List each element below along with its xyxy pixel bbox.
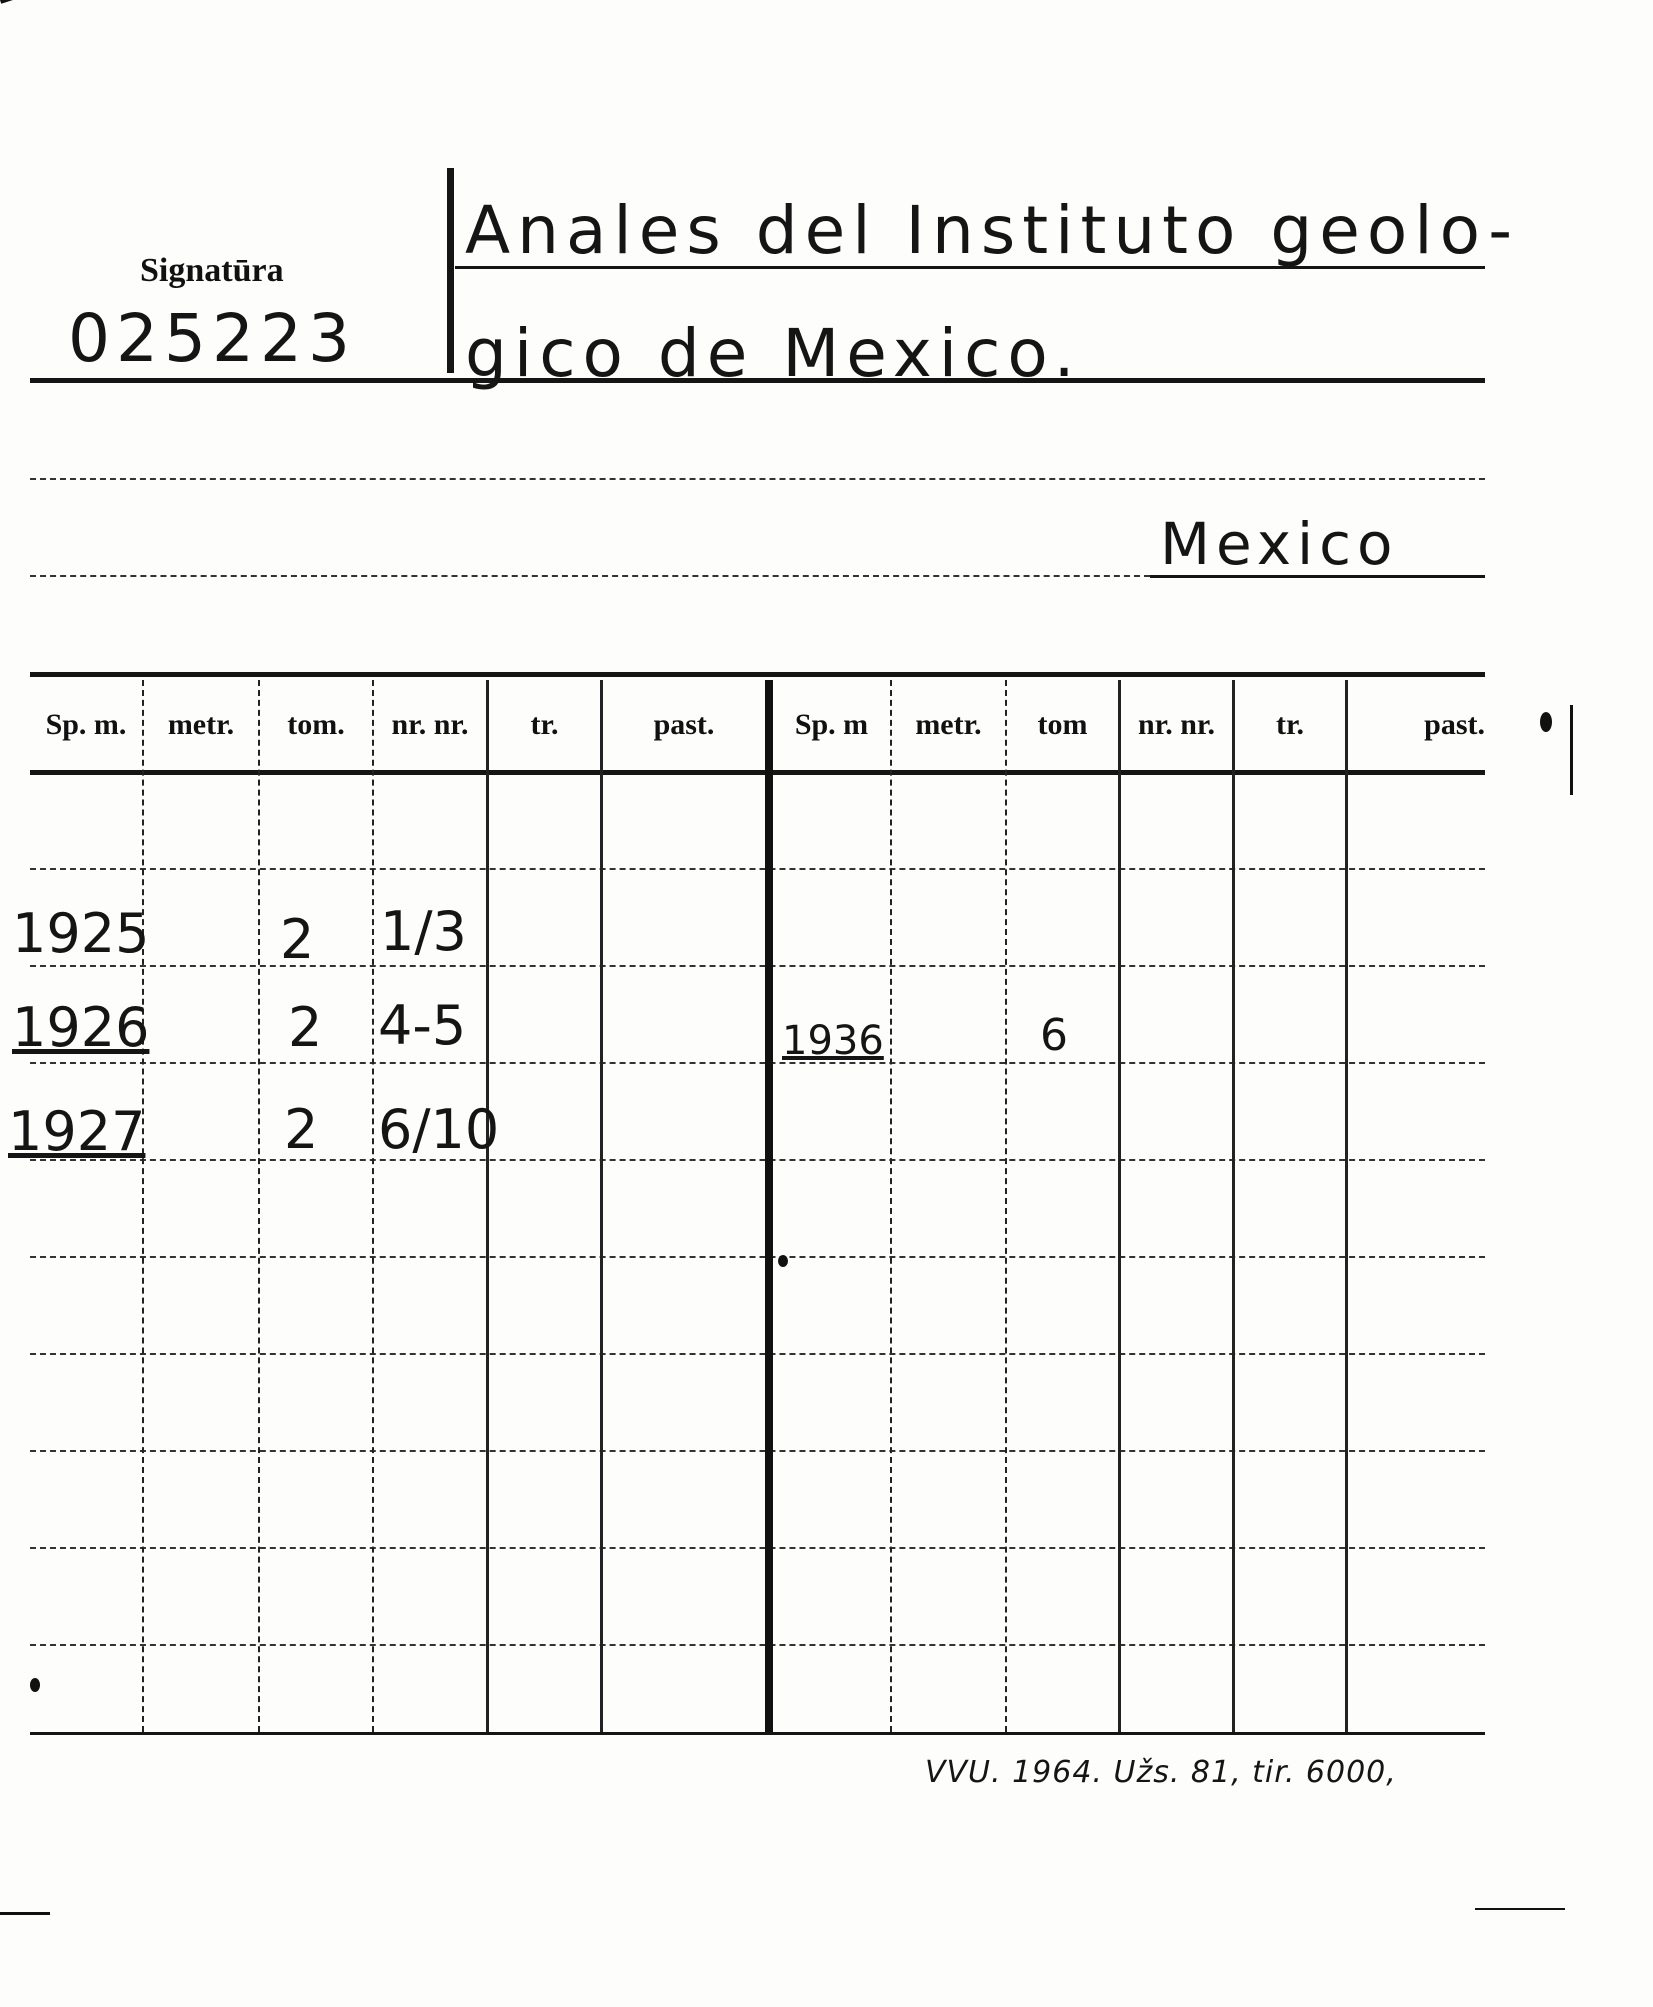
col-header-sp-m: Sp. m <box>794 708 869 741</box>
entry-nr: 6/10 <box>378 1098 500 1161</box>
entry-year: 1927 <box>8 1100 146 1163</box>
edge-mark <box>1570 705 1573 795</box>
row-line <box>30 1353 1485 1355</box>
row-line <box>30 868 1485 870</box>
title-line-2: gico de Mexico. <box>465 315 1082 392</box>
signature-number: 025223 <box>68 300 356 377</box>
col-header-tom: tom. <box>287 708 345 741</box>
entry-tom: 2 <box>284 1098 319 1161</box>
entry-nr: 4-5 <box>378 994 467 1057</box>
col-divider <box>372 680 374 1732</box>
col-header-past: past. <box>1424 708 1485 741</box>
col-header-metr: metr. <box>167 708 235 741</box>
title-bracket <box>447 168 454 373</box>
col-divider <box>1005 680 1007 1732</box>
col-header-metr: metr. <box>915 708 982 741</box>
ink-spot <box>1540 712 1552 732</box>
title-underline-1 <box>455 266 1485 269</box>
col-divider <box>142 680 144 1732</box>
col-header-past: past. <box>653 708 715 741</box>
col-divider <box>1232 680 1235 1732</box>
entry-tom: 2 <box>280 908 315 971</box>
printer-imprint: VVU. 1964. Užs. 81, tir. 6000, <box>925 1755 1397 1790</box>
row-line <box>30 1450 1485 1452</box>
title-line-1: Anales del Instituto geolo- <box>465 192 1520 269</box>
place-name: Mexico <box>1160 510 1399 578</box>
edge-mark <box>0 0 47 4</box>
entry-year: 1936 <box>782 1018 884 1064</box>
dotted-line-1 <box>30 478 1485 480</box>
col-divider <box>890 680 892 1732</box>
col-header-tr: tr. <box>1275 708 1305 741</box>
col-divider <box>600 680 603 1732</box>
center-divider <box>765 680 773 1732</box>
table-header-rule <box>30 770 1485 775</box>
row-line <box>30 965 1485 967</box>
ink-spot <box>778 1255 788 1267</box>
col-header-sp-m: Sp. m. <box>45 708 127 741</box>
entry-tom: 2 <box>288 996 323 1059</box>
entry-nr: 1/3 <box>380 900 467 963</box>
col-divider <box>258 680 260 1732</box>
edge-mark <box>0 1912 50 1915</box>
place-underline <box>1150 575 1485 578</box>
col-header-nr-nr: nr. nr. <box>391 708 469 741</box>
col-divider <box>486 680 489 1732</box>
ink-spot <box>30 1678 40 1692</box>
col-header-tr: tr. <box>530 708 559 741</box>
row-line <box>30 1159 1485 1161</box>
col-divider <box>1345 680 1348 1732</box>
entry-tom: 6 <box>1040 1010 1068 1061</box>
dotted-line-2 <box>30 575 1150 577</box>
col-divider <box>1118 680 1121 1732</box>
row-line <box>30 1256 1485 1258</box>
row-line <box>30 1644 1485 1646</box>
header-rule <box>30 378 1485 383</box>
col-header-nr-nr: nr. nr. <box>1138 708 1215 741</box>
table-top-rule <box>30 672 1485 677</box>
row-line <box>30 1062 1485 1064</box>
table-bottom-rule <box>30 1732 1485 1735</box>
edge-mark <box>1475 1908 1565 1910</box>
row-line <box>30 1547 1485 1549</box>
entry-year: 1926 <box>12 996 150 1059</box>
signature-label: Signatūra <box>140 252 284 289</box>
entry-year: 1925 <box>12 902 150 965</box>
col-header-tom: tom <box>1037 708 1088 741</box>
